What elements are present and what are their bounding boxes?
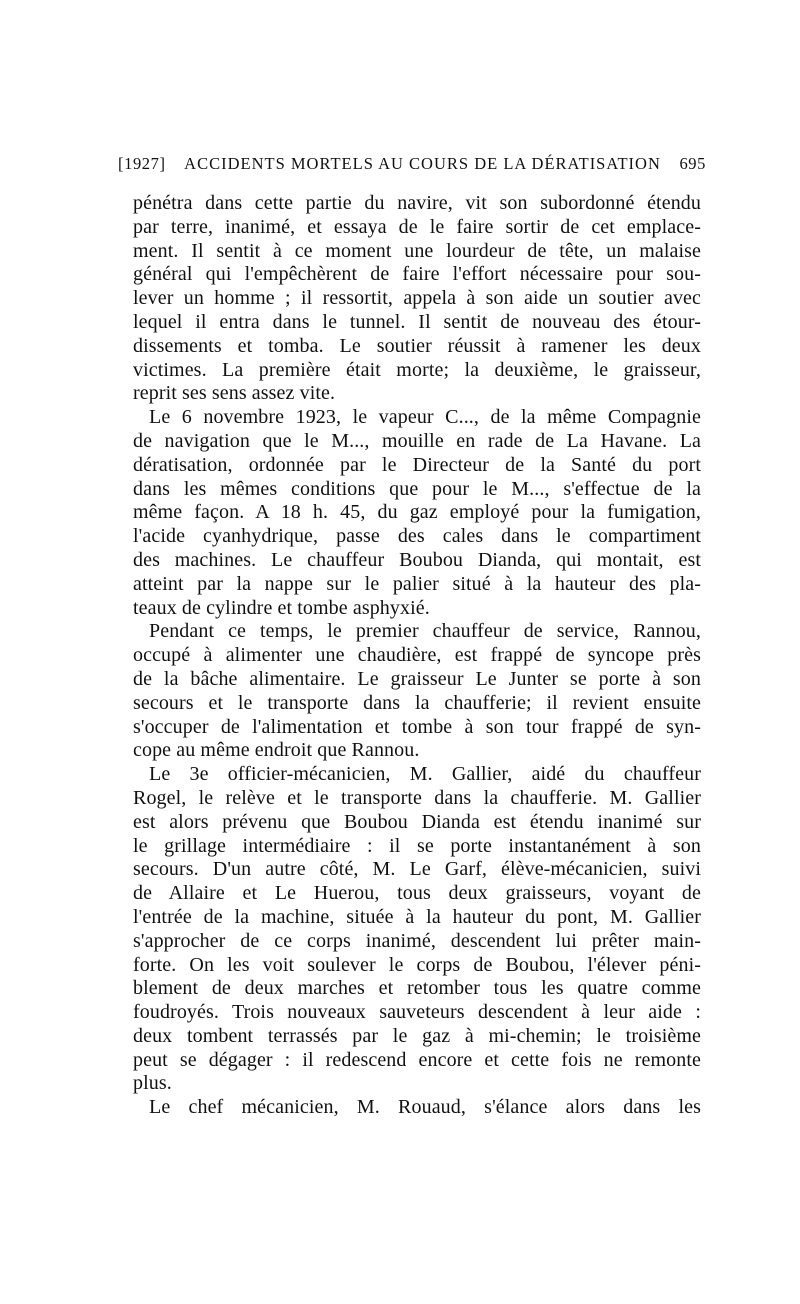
text-line: occupé à alimenter une chaudière, est frappé de syncope près	[133, 644, 701, 667]
text-line: pénétra dans cette partie du navire, vit son subordonné étendu	[133, 192, 701, 214]
text-line: peut se dégager : il redescend encore et cette fois ne remonte	[133, 1048, 701, 1071]
text-line: victimes. La première était morte; la deuxième, le graisseur,	[133, 358, 701, 381]
text-line: reprit ses sens assez vite.	[133, 382, 336, 405]
text-line: l'entrée de la machine, située à la hauteur du pont, M. Gallier	[133, 905, 701, 928]
text-line: deux tombent terrassés par le gaz à mi-chemin; le troisième	[133, 1024, 701, 1047]
text-line: Le 6 novembre 1923, le vapeur C..., de la même Compagnie	[149, 406, 701, 429]
text-line: ment. Il sentit à ce moment une lourdeur de tête, un malaise	[133, 239, 701, 262]
text-line: de la bâche alimentaire. Le graisseur Le Junter se porte à son	[133, 667, 701, 690]
running-head	[118, 154, 706, 178]
text-line: cope au même endroit que Rannou.	[133, 739, 420, 762]
running-head-year: [1927]	[118, 154, 166, 173]
running-head-title: ACCIDENTS MORTELS AU COURS DE LA DÉRATISATION	[184, 154, 661, 173]
text-line: Le chef mécanicien, M. Rouaud, s'élance alors dans les	[149, 1096, 701, 1119]
text-line: atteint par la nappe sur le palier situé à la hauteur des pla-	[133, 572, 701, 595]
text-line: s'occuper de l'alimentation et tombe à son tour frappé de syn-	[133, 715, 701, 738]
text-line: même façon. A 18 h. 45, du gaz employé pour la fumigation,	[133, 501, 701, 524]
text-line: de Allaire et Le Huerou, tous deux graisseurs, voyant de	[133, 882, 701, 905]
text-line: des machines. Le chauffeur Boubou Dianda, qui montait, est	[133, 548, 701, 571]
text-line: Pendant ce temps, le premier chauffeur de service, Rannou,	[149, 620, 701, 643]
text-line: est alors prévenu que Boubou Dianda est étendu inanimé sur	[133, 810, 701, 833]
text-line: forte. On les voit soulever le corps de Boubou, l'élever péni-	[133, 953, 701, 976]
text-line: s'approcher de ce corps inanimé, descendent lui prêter main-	[133, 929, 701, 952]
text-line: dans les mêmes conditions que pour le M..., s'effectue de la	[133, 477, 701, 500]
text-line: Rogel, le relève et le transporte dans la chaufferie. M. Gallier	[133, 786, 701, 809]
text-line: de navigation que le M..., mouille en rade de La Havane. La	[133, 429, 701, 452]
page-number: 695	[679, 154, 706, 173]
text-line: secours. D'un autre côté, M. Le Garf, élève-mécanicien, suivi	[133, 858, 701, 881]
text-line: dissements et tomba. Le soutier réussit à ramener les deux	[133, 334, 701, 357]
body-text	[133, 192, 701, 1120]
text-line: Le 3e officier-mécanicien, M. Gallier, aidé du chauffeur	[149, 763, 701, 786]
text-line: l'acide cyanhydrique, passe des cales dans le compartiment	[133, 525, 701, 548]
text-line: foudroyés. Trois nouveaux sauveteurs descendent à leur aide :	[133, 1001, 701, 1024]
text-line: le grillage intermédiaire : il se porte instantanément à son	[133, 834, 701, 857]
text-line: dératisation, ordonnée par le Directeur de la Santé du port	[133, 453, 701, 476]
text-line: blement de deux marches et retomber tous les quatre comme	[133, 977, 701, 1000]
text-line: par terre, inanimé, et essaya de le faire sortir de cet emplace-	[133, 215, 701, 238]
text-line: plus.	[133, 1072, 172, 1095]
text-line: général qui l'empêchèrent de faire l'effort nécessaire pour sou-	[133, 263, 701, 286]
text-line: secours et le transporte dans la chaufferie; il revient ensuite	[133, 691, 701, 714]
text-line: lequel il entra dans le tunnel. Il sentit de nouveau des étour-	[133, 310, 701, 333]
text-line: lever un homme ; il ressortit, appela à son aide un soutier avec	[133, 287, 701, 310]
text-line: teaux de cylindre et tombe asphyxié.	[133, 596, 430, 619]
